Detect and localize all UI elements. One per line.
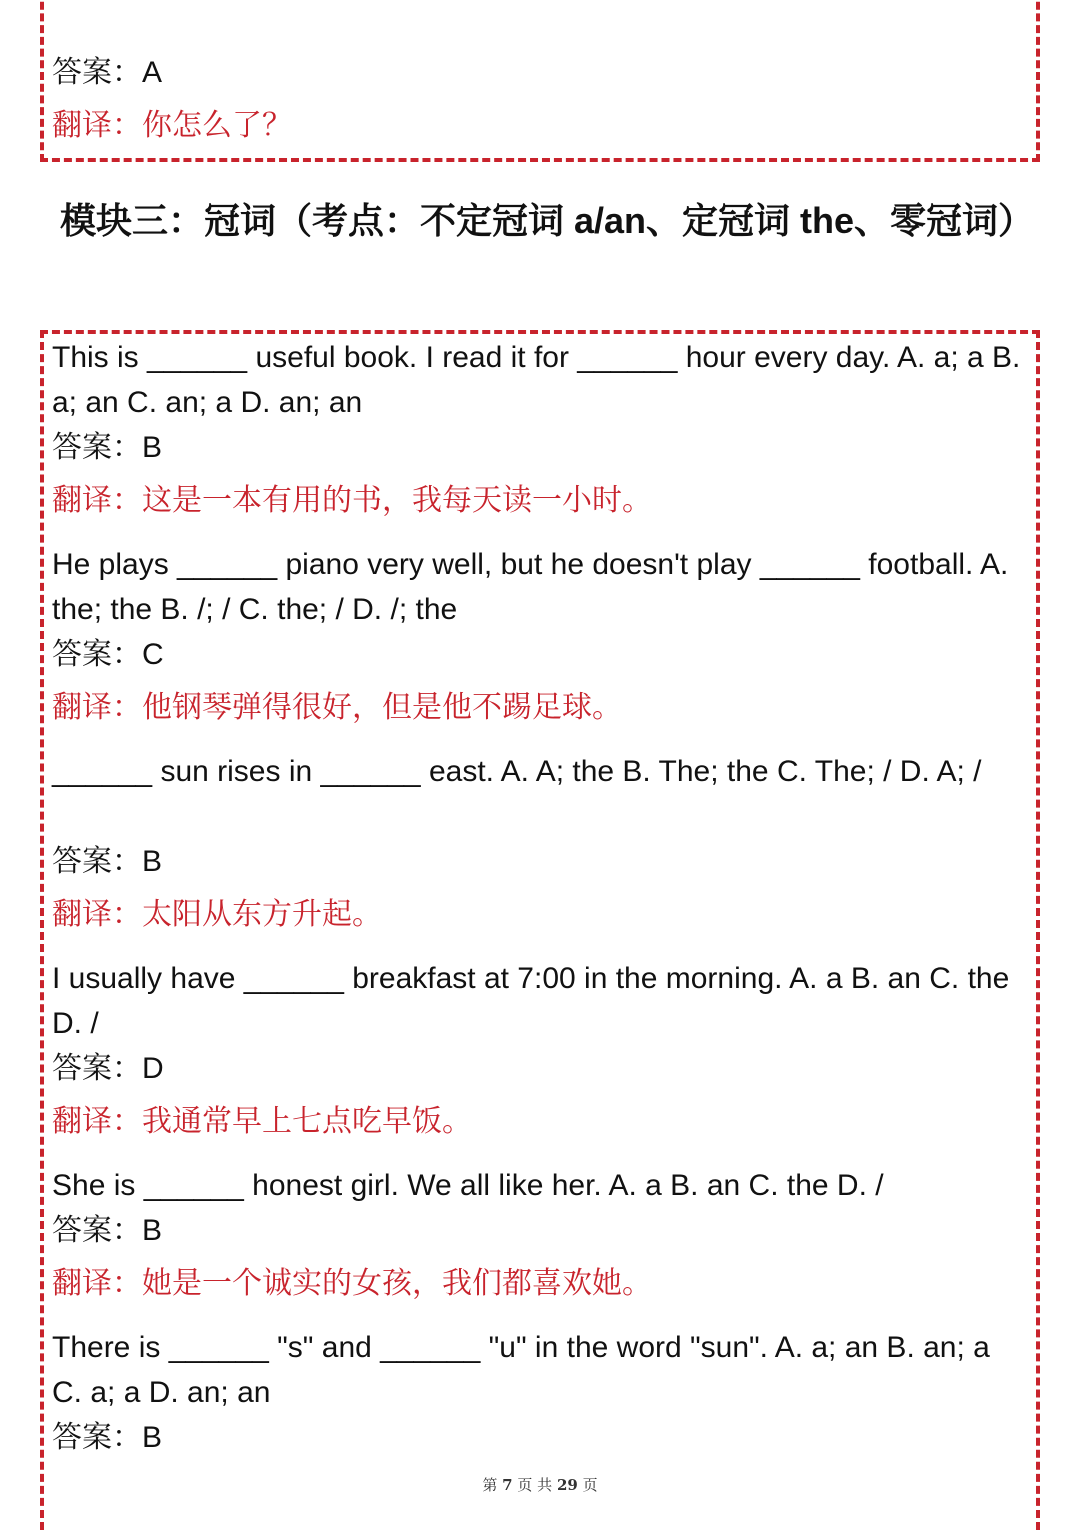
answer-text: 答案：B — [52, 1421, 163, 1454]
translation-text: 翻译：你怎么了？ — [52, 109, 292, 142]
question-text: This is ______ useful book. I read it for ______ hour every day. A. a; a B. a; an C. an; a D. an; an — [52, 341, 1021, 419]
question-text: I usually have ______ breakfast at 7:00 in the morning. A. a B. an C. the D. / — [52, 962, 1010, 1040]
answer-text: 答案：B — [52, 1214, 163, 1247]
question-text: There is ______ "s" and ______ "u" in the word "sun". A. a; an B. an; a C. a; a D. an; an — [52, 1331, 990, 1409]
translation-text: 翻译：太阳从东方升起。 — [52, 898, 382, 931]
page-footer — [0, 1474, 1080, 1495]
question-text: ______ sun rises in ______ east. A. A; the B. The; the C. The; / D. A; / — [52, 755, 982, 788]
section-heading: 模块三：冠词（考点：不定冠词 a/an、定冠词 the、零冠词） — [60, 200, 1035, 241]
answer-text: 答案：B — [52, 431, 163, 464]
footer-prefix: 第 — [482, 1476, 498, 1494]
answer-text: 答案：D — [52, 1052, 164, 1085]
footer-middle: 页 共 — [517, 1476, 553, 1494]
total-page-number: 29 — [556, 1476, 578, 1494]
translation-text: 翻译：我通常早上七点吃早饭。 — [52, 1105, 472, 1138]
answer-text: 答案：B — [52, 845, 163, 878]
answer-text: 答案：A — [52, 56, 163, 89]
translation-text: 翻译：他钢琴弹得很好，但是他不踢足球。 — [52, 691, 622, 724]
footer-suffix: 页 — [582, 1476, 598, 1494]
translation-text: 翻译：她是一个诚实的女孩，我们都喜欢她。 — [52, 1267, 652, 1300]
question-text: She is ______ honest girl. We all like her. A. a B. an C. the D. / — [52, 1169, 884, 1202]
current-page-number: 7 — [502, 1476, 513, 1494]
answer-text: 答案：C — [52, 638, 164, 671]
translation-text: 翻译：这是一本有用的书，我每天读一小时。 — [52, 484, 652, 517]
question-text: He plays ______ piano very well, but he doesn't play ______ football. A. the; the B. /; / C. the; / D. /; the — [52, 548, 1009, 626]
